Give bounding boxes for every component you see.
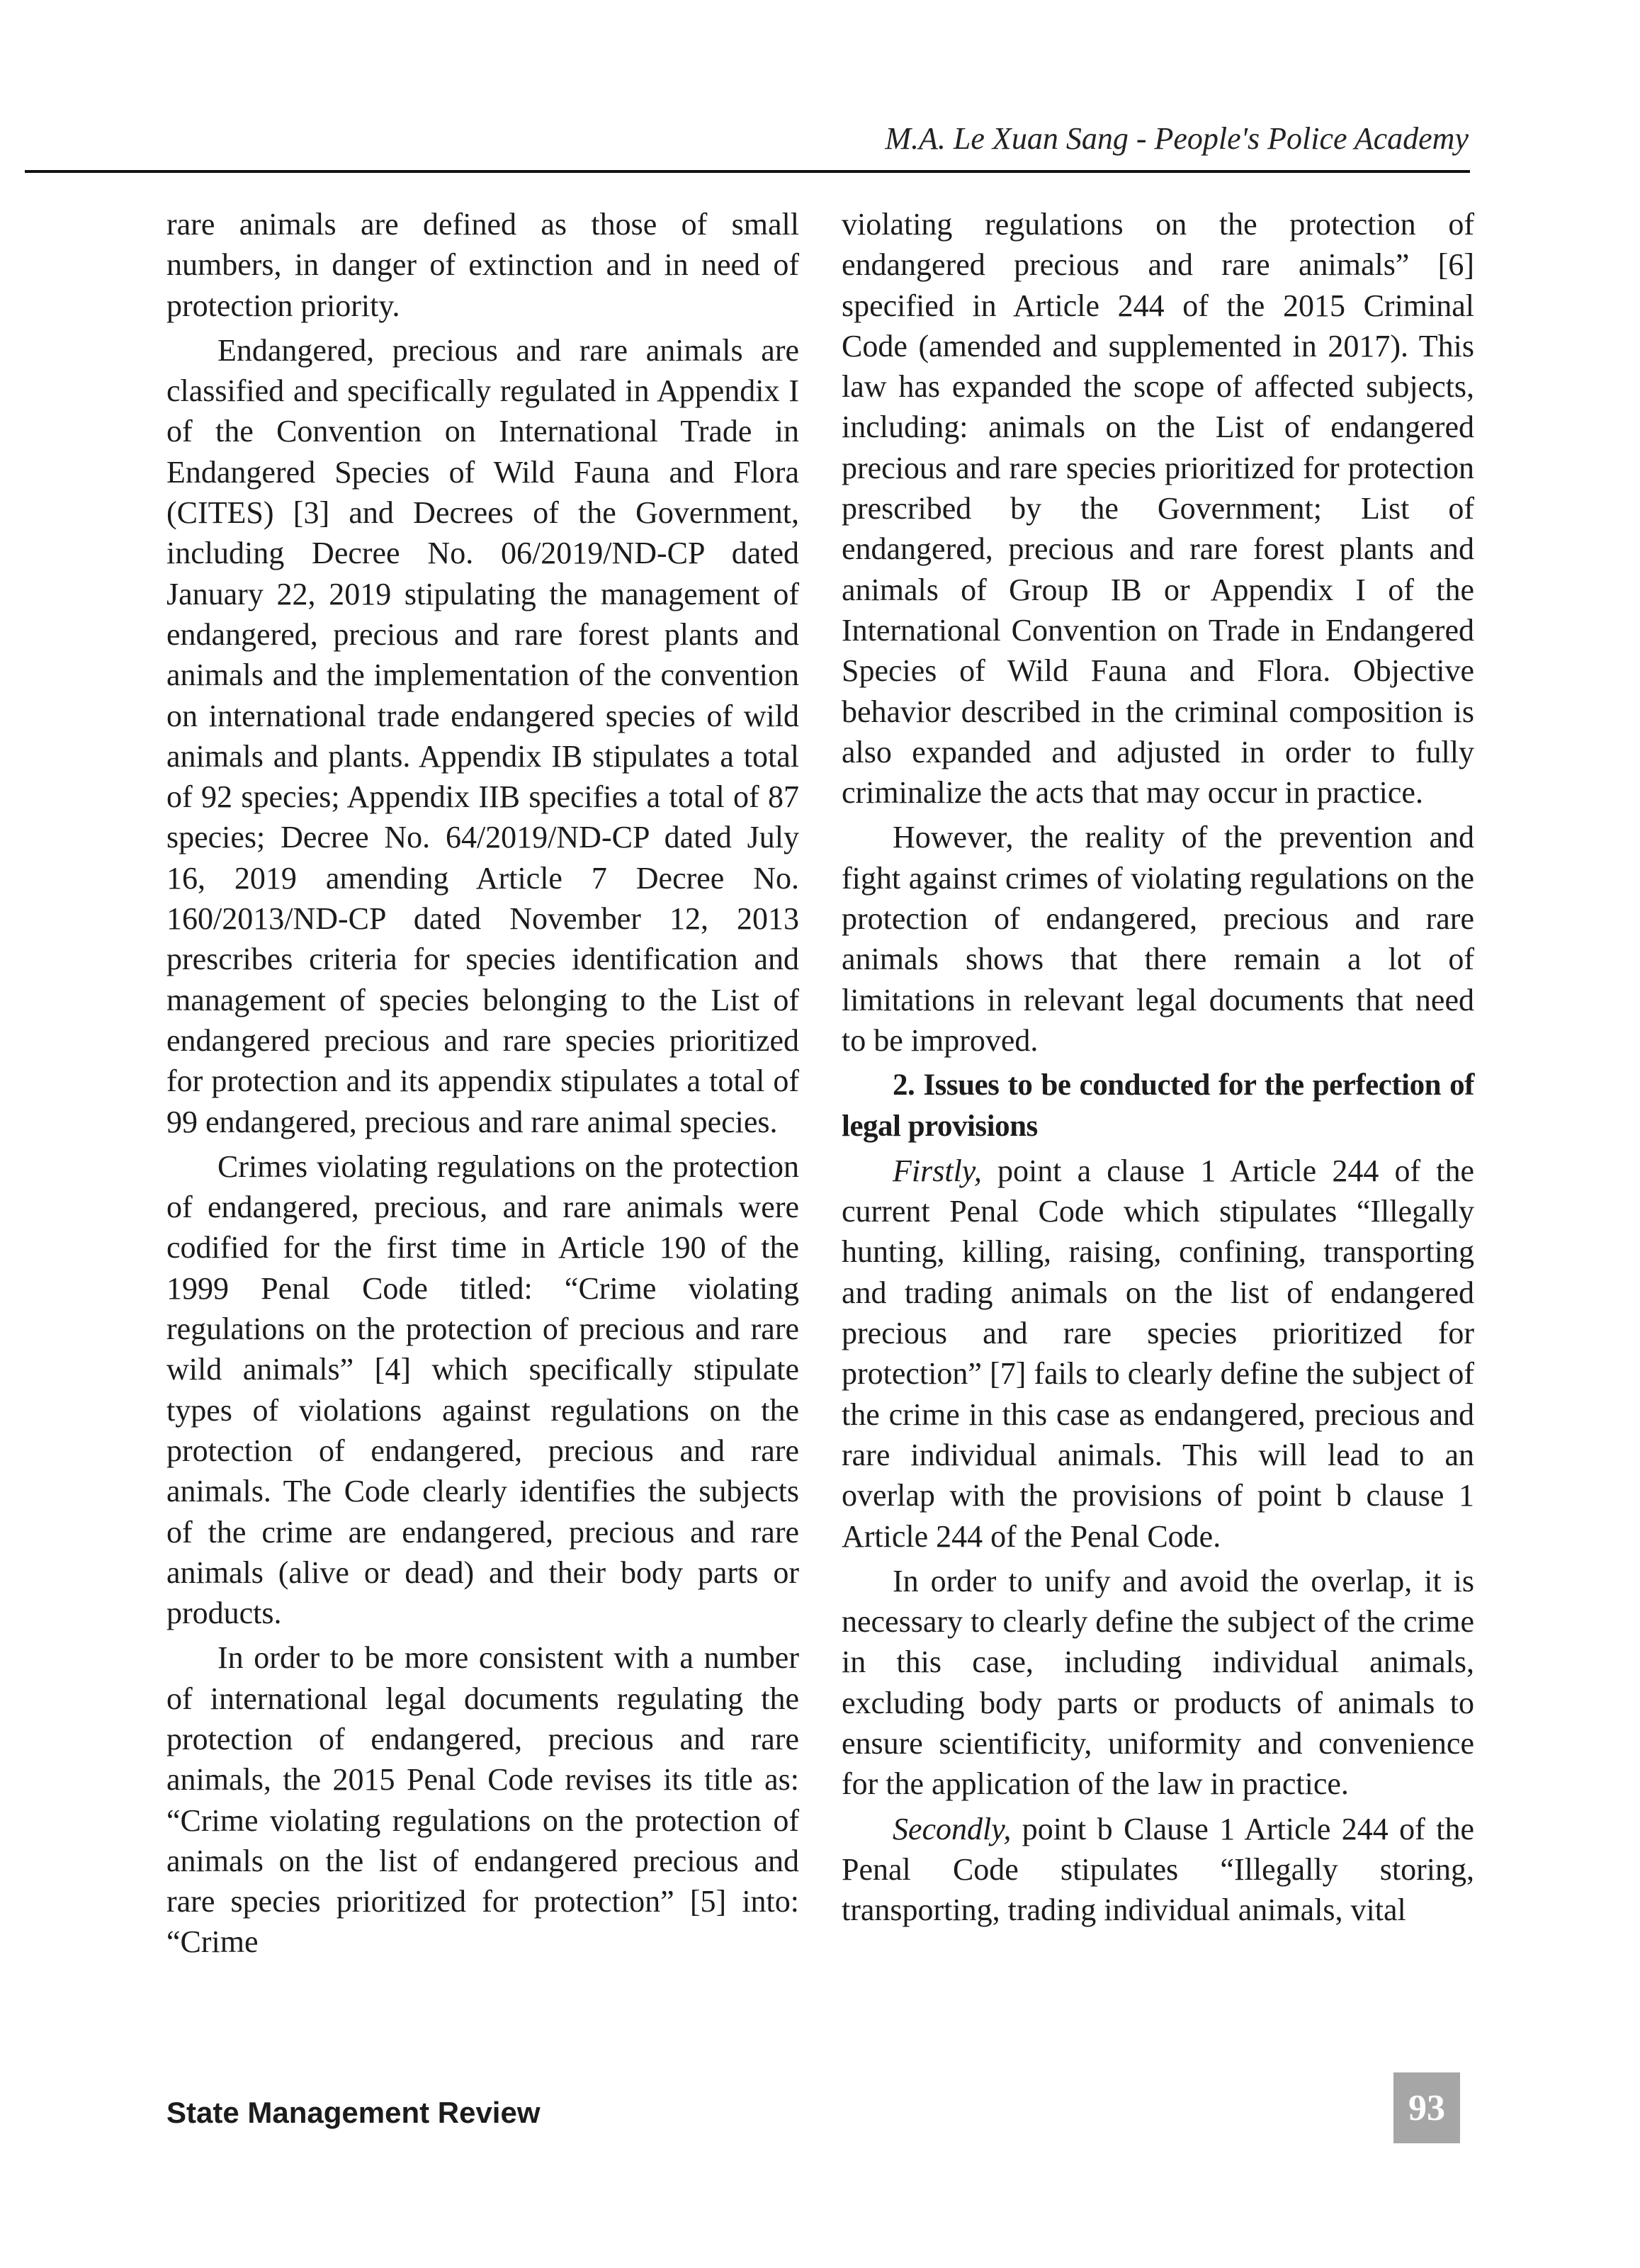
paragraph-lead: Firstly, [893,1153,982,1188]
paragraph: In order to be more consistent with a number of international legal documents regulating the protection of endangered, precious and rare animals, the 2015 Penal Code revises its title as: “Crime violating regulations on the protection of animals on the list of endangered precious and rare species prioritized for protection” [5] into: “Crime [166,1640,799,1960]
paragraph [842,1809,1474,1931]
paragraph-lead: Secondly, [893,1811,1012,1846]
running-header: M.A. Le Xuan Sang - People's Police Academy [885,121,1469,156]
left-column [166,204,799,1967]
paragraph [842,1151,1474,1557]
section-heading: 2. Issues to be conducted for the perfection of legal provisions [842,1068,1474,1143]
paragraph: Endangered, precious and rare animals are classified and specifically regulated in Appendix I of the Convention on International Trade in Endangered Species of Wild Fauna and Flora (CITES) [3] and Decrees of the Government, including Decree No. 06/2019/ND-CP dated January 22, 2019 stipulating the management of endangered, precious and rare forest plants and animals and the implementation of the convention on international trade endangered species of wild animals and plants. Appendix IB stipulates a total of 92 species; Appendix IIB specifies a total of 87 species; Decree No. 64/2019/ND-CP dated July 16, 2019 amending Article 7 Decree No. 160/2013/ND-CP dated November 12, 2013 prescribes criteria for species identification and management of species belonging to the List of endangered precious and rare species prioritized for protection and its appendix stipulates a total of 99 endangered, precious and rare animal species. [166,332,799,1139]
header-divider [25,170,1470,173]
paragraph: However, the reality of the prevention and fight against crimes of violating regulations on the protection of endangered, precious and rare animals shows that there remain a lot of limitations in relevant legal documents that need to be improved. [842,820,1474,1058]
paragraph: rare animals are defined as those of small numbers, in danger of extinction and in need of protection priority. [166,207,799,323]
journal-title: State Management Review [166,2096,541,2129]
paragraph-body: point b Clause 1 Article 244 of the Penal Code stipulates “Illegally storing, transporting, trading individual animals, vital [842,1811,1474,1928]
page-number: 93 [1408,2087,1445,2128]
paragraph: violating regulations on the protection of endangered precious and rare animals” [6] specified in Article 244 of the 2015 Criminal Code (amended and supplemented in 2017). This law has expanded the scope of affected subjects, including: animals on the List of endangered precious and rare species prioritized for protection prescribed by the Government; List of endangered, precious and rare forest plants and animals of Group IB or Appendix I of the International Convention on Trade in Endangered Species of Wild Fauna and Flora. Objective behavior described in the criminal composition is also expanded and adjusted in order to fully criminalize the acts that may occur in practice. [842,207,1474,811]
page-number-box [1393,2072,1460,2143]
paragraph: In order to unify and avoid the overlap, it is necessary to clearly define the subject of the crime in this case, including individual animals, excluding body parts or products of animals to ensure scientificity, uniformity and convenience for the application of the law in practice. [842,1563,1474,1802]
right-column [842,204,1474,1934]
paragraph: Crimes violating regulations on the protection of endangered, precious, and rare animals were codified for the first time in Article 190 of the 1999 Penal Code titled: “Crime violating regulations on the protection of precious and rare wild animals” [4] which specifically stipulate types of violations against regulations on the protection of endangered, precious and rare animals. The Code clearly identifies the subjects of the crime are endangered, precious and rare animals (alive or dead) and their body parts or products. [166,1149,799,1631]
paragraph-body: point a clause 1 Article 244 of the current Penal Code which stipulates “Illegally hunting, killing, raising, confining, transporting and trading animals on the list of endangered precious and rare species prioritized for protection” [7] fails to clearly define the subject of the crime in this case as endangered, precious and rare individual animals. This will lead to an overlap with the provisions of point b clause 1 Article 244 of the Penal Code. [842,1153,1474,1554]
